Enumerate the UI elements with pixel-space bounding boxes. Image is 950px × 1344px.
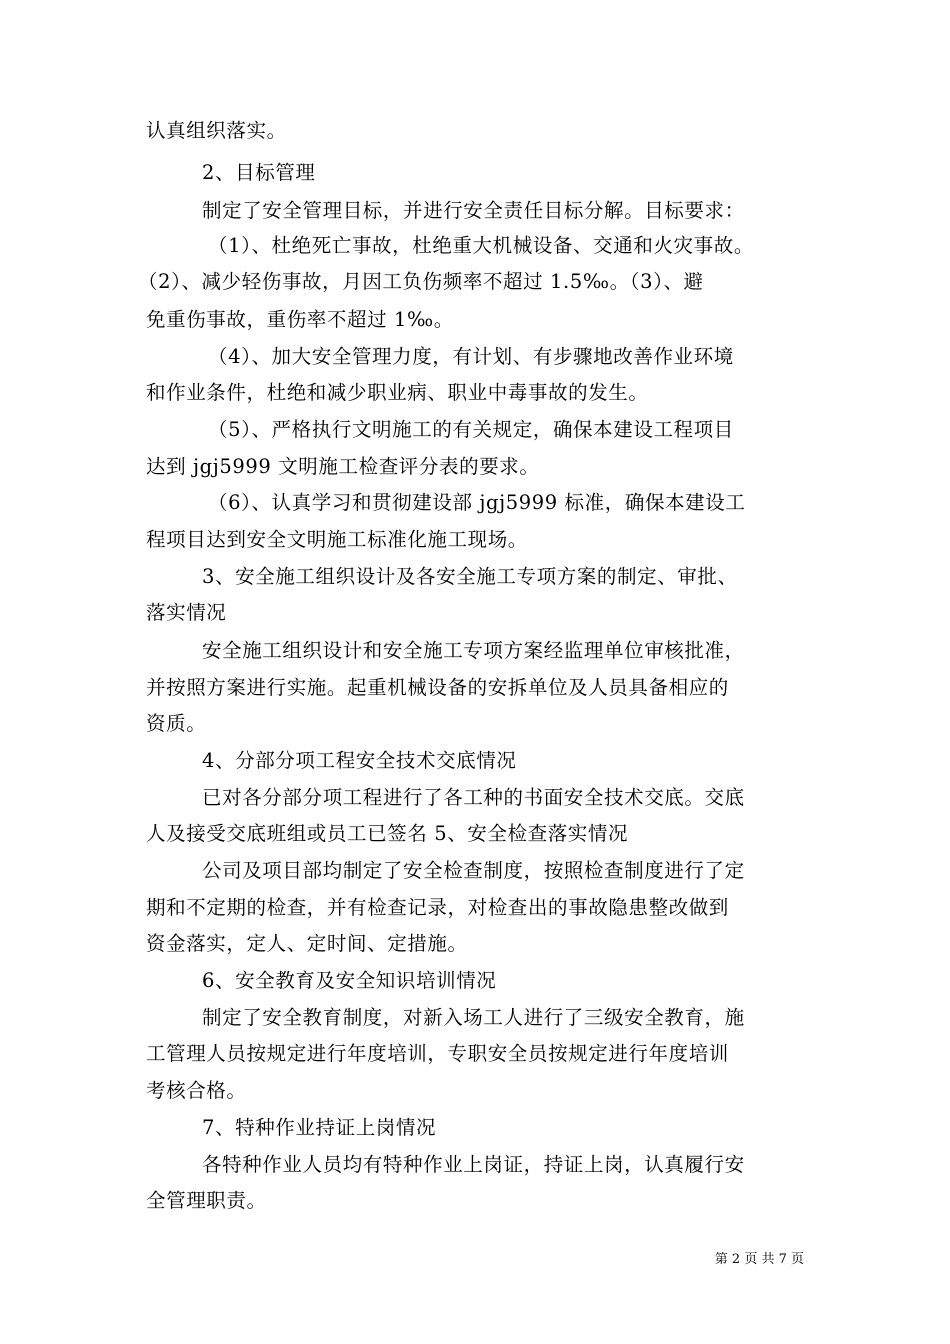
page-number: 第 2 页 共 7 页 (714, 1252, 804, 1267)
text-line: 全管理职责。 (146, 1189, 267, 1212)
section-heading: 7、特种作业持证上岗情况 (202, 1116, 437, 1139)
text-line: 制定了安全教育制度，对新入场工人进行了三级安全教育，施 (202, 1006, 745, 1029)
section-heading: 3、安全施工组织设计及各安全施工专项方案的制定、审批、 (202, 565, 738, 588)
text-line: 免重伤事故，重伤率不超过 1‰。 (146, 308, 454, 331)
text-line: 达到 jgj5999 文明施工检查评分表的要求。 (146, 455, 540, 478)
section-heading: 6、安全教育及安全知识培训情况 (202, 969, 497, 992)
text-line: 期和不定期的检查，并有检查记录，对检查出的事故隐患整改做到 (146, 896, 729, 919)
section-heading: 落实情况 (146, 601, 227, 624)
text-line: 并按照方案进行实施。起重机械设备的安拆单位及人员具备相应的 (146, 676, 729, 699)
text-line: 资金落实，定人、定时间、定措施。 (146, 932, 468, 955)
text-line: 各特种作业人员均有特种作业上岗证，持证上岗，认真履行安 (202, 1153, 745, 1176)
text-line: （6）、认真学习和贯彻建设部 jgj5999 标准，确保本建设工 (208, 491, 746, 514)
section-heading: 4、分部分项工程安全技术交底情况 (202, 749, 517, 772)
text-line: 程项目达到安全文明施工标准化施工现场。 (146, 528, 528, 551)
text-line: 工管理人员按规定进行年度培训，专职安全员按规定进行年度培训 (146, 1042, 729, 1065)
text-line: （4）、加大安全管理力度，有计划、有步骤地改善作业环境 (208, 345, 734, 368)
text-line: （1）、杜绝死亡事故，杜绝重大机械设备、交通和火灾事故。 (208, 234, 754, 257)
text-line: 已对各分部分项工程进行了各工种的书面安全技术交底。交底 (202, 786, 745, 809)
section-heading: 2、目标管理 (202, 161, 316, 184)
text-line: 考核合格。 (146, 1079, 247, 1102)
text-line: 认真组织落实。 (146, 119, 287, 142)
text-line: （2）、减少轻伤事故，月因工负伤频率不超过 1.5‰。（3）、避 (138, 270, 704, 293)
text-line: 和作业条件，杜绝和减少职业病、职业中毒事故的发生。 (146, 381, 649, 404)
text-line: 人及接受交底班组或员工已签名 5、安全检查落实情况 (146, 822, 629, 845)
text-line: 制定了安全管理目标，并进行安全责任目标分解。目标要求： (202, 199, 745, 222)
text-line: （5）、严格执行文明施工的有关规定，确保本建设工程项目 (208, 418, 734, 441)
text-line: 公司及项目部均制定了安全检查制度，按照检查制度进行了定 (202, 859, 745, 882)
text-line: 安全施工组织设计和安全施工专项方案经监理单位审核批准， (202, 639, 745, 662)
text-line: 资质。 (146, 712, 207, 735)
